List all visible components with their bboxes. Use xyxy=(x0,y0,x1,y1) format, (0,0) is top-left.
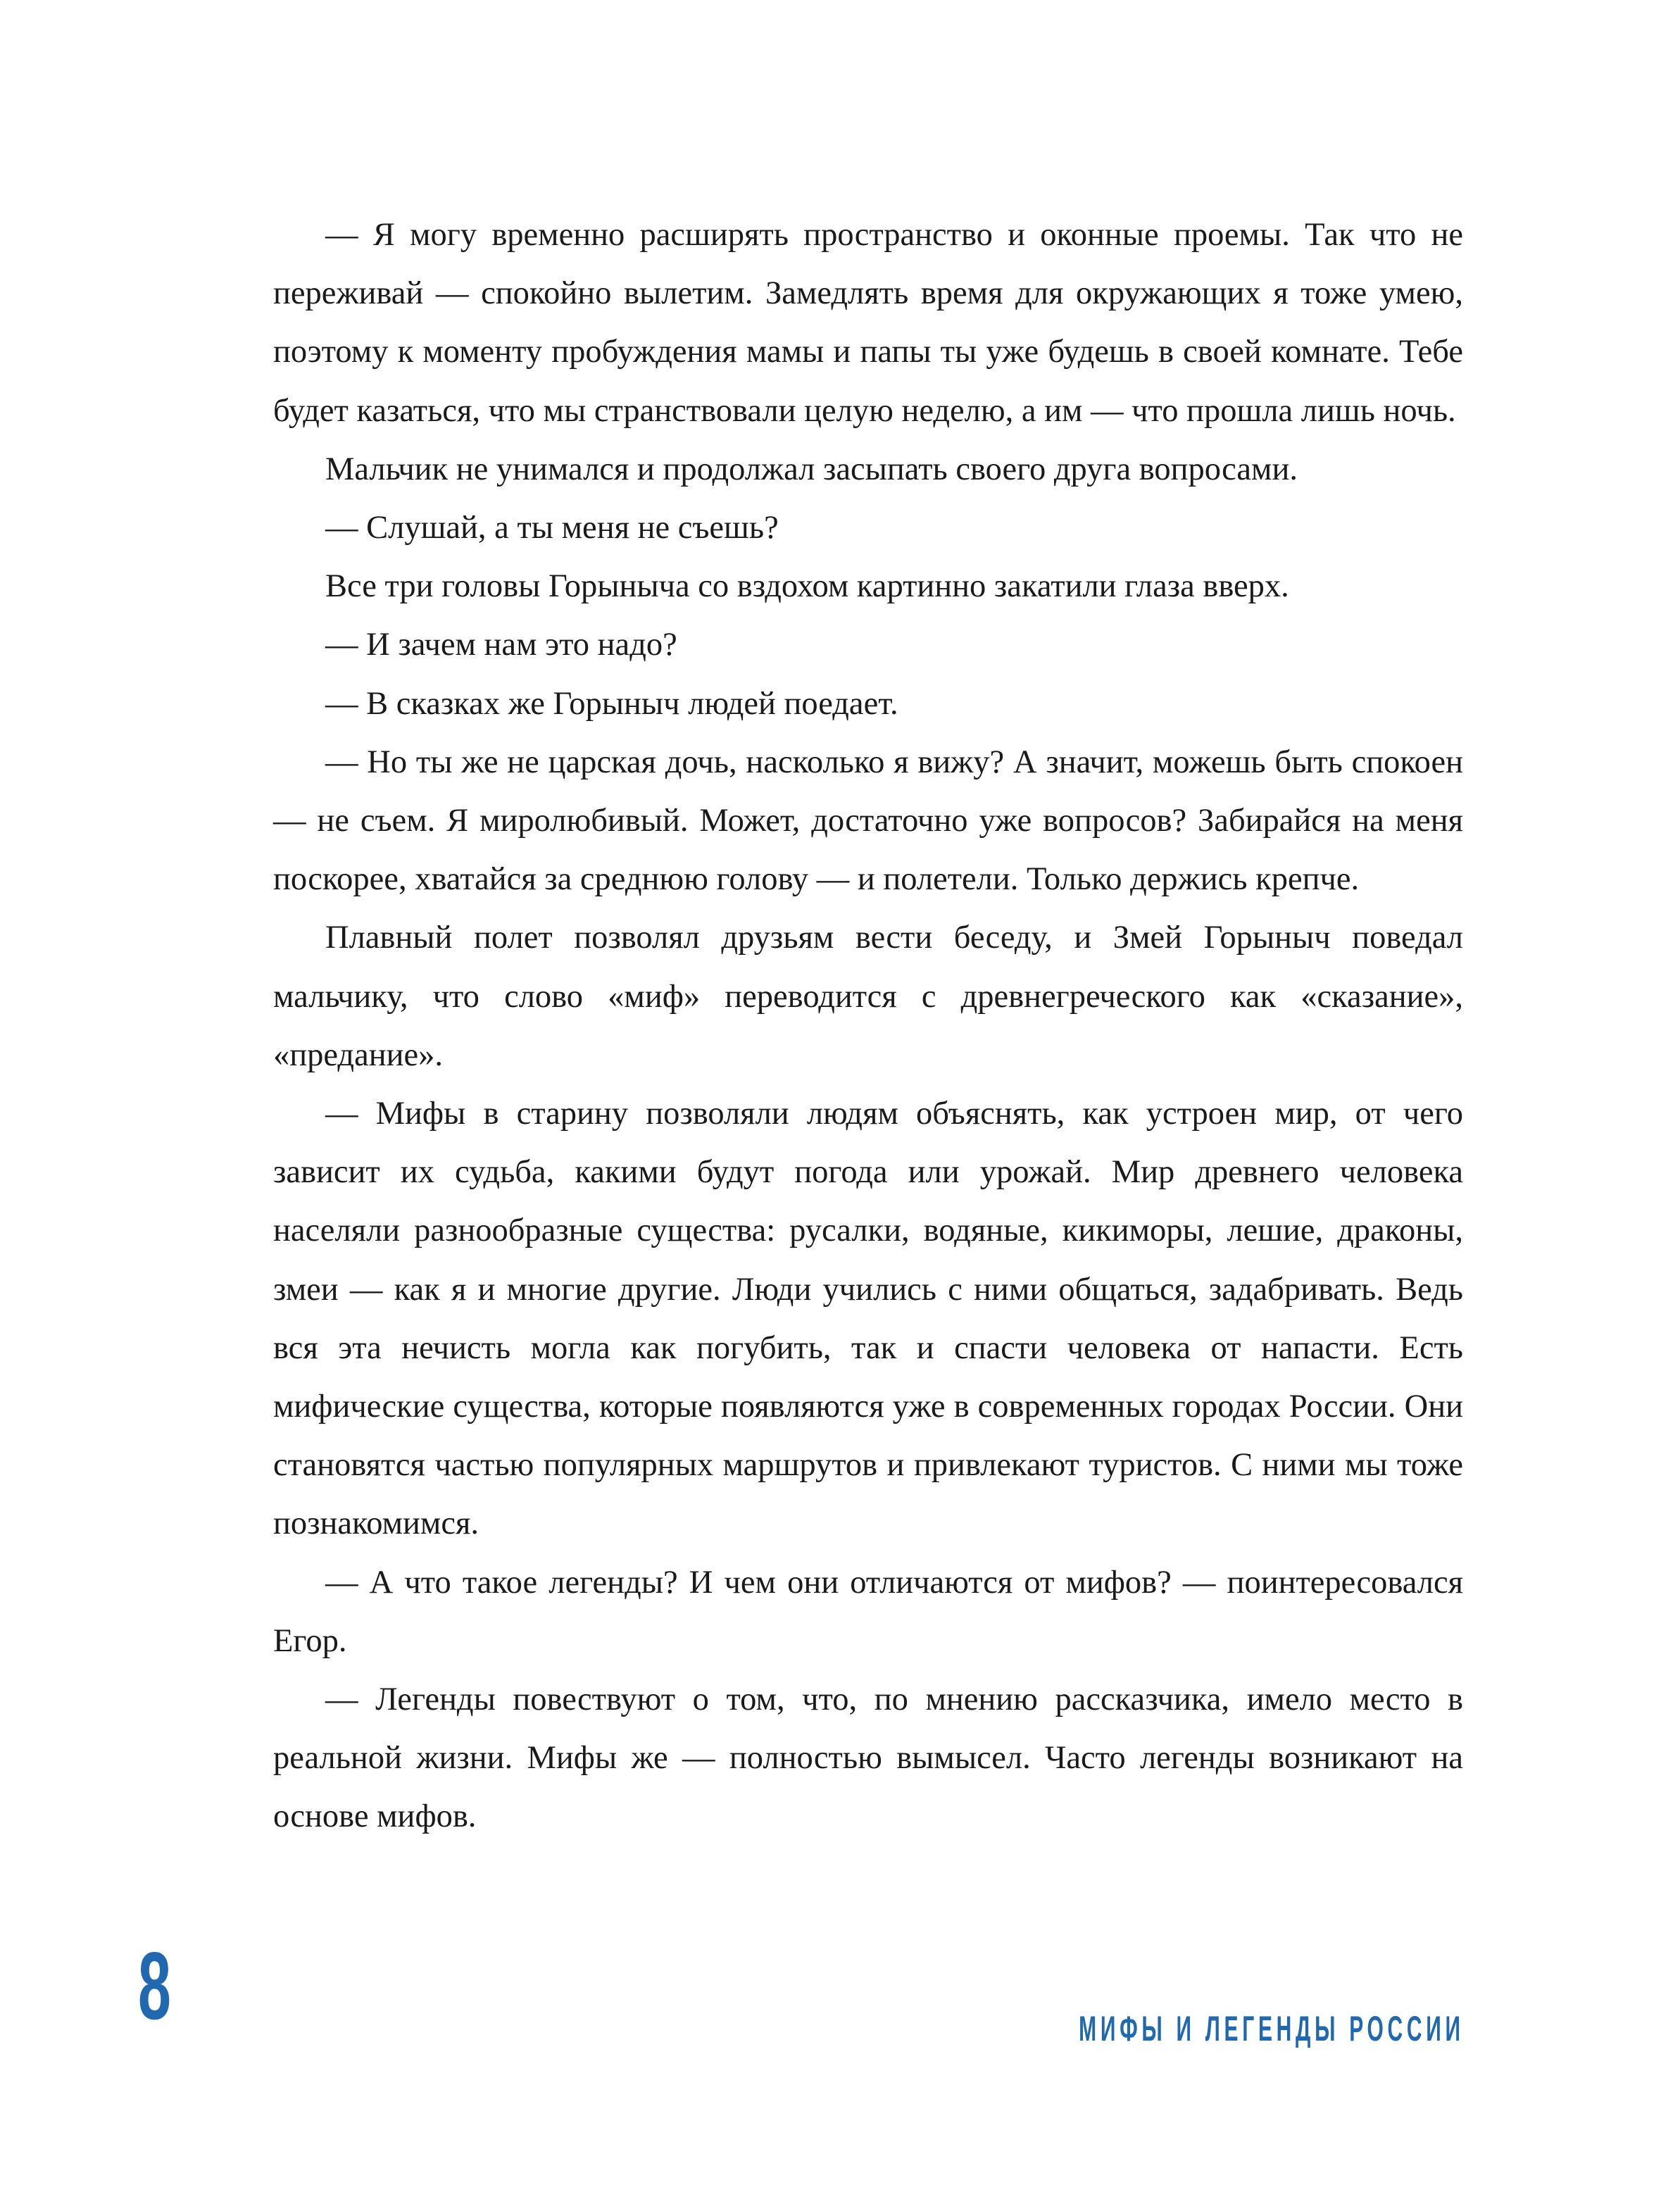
paragraph: — В сказках же Горыныч людей поедает. xyxy=(325,685,898,722)
paragraph: — Но ты же не царская дочь, насколько я вижу? А значит, можешь быть спокоен — не съем. Я миролюбивый. Может, достаточно уже вопросов? Забирайся на меня поскорее, хватайся за среднюю голову — и полетели. Только держись крепче. xyxy=(273,744,1463,898)
paragraph: — Легенды повествуют о том, что, по мнению рассказчика, имело место в реальной жизни. Мифы же — полностью вымысел. Часто легенды возникают на основе мифов. xyxy=(273,1682,1463,1835)
body-text-column xyxy=(273,206,1463,1846)
paragraph: Плавный полет позволял друзьям вести беседу, и Змей Горыныч поведал мальчику, что слово «миф» переводится с древнегреческого как «сказание», «предание». xyxy=(273,920,1463,1073)
running-head: МИФЫ И ЛЕГЕНДЫ РОССИИ xyxy=(1079,2009,1465,2048)
paragraph: — Мифы в старину позволяли людям объяснять, как устроен мир, от чего зависит их судьба, какими будут погода или урожай. Мир древнего человека населяли разнообразные существа: русалки, водяные, кикиморы, лешие, драконы, змеи — как я и многие другие. Люди учились с ними общаться, задабривать. Ведь вся эта нечисть могла как погубить, так и спасти человека от напасти. Есть мифические существа, которые появляются уже в современных городах России. Они становятся частью популярных маршрутов и привлекают туристов. С ними мы тоже познакомимся. xyxy=(273,1096,1463,1542)
paragraph: Мальчик не унимался и продолжал засыпать своего друга вопросами. xyxy=(325,451,1298,487)
paragraph: — И зачем нам это надо? xyxy=(325,627,677,663)
page-number: 8 xyxy=(138,1932,170,2039)
paragraph: — Слушай, а ты меня не съешь? xyxy=(325,510,779,546)
paragraph: — А что такое легенды? И чем они отличаются от мифов? — поинтересовался Егор. xyxy=(273,1564,1463,1659)
paragraph: Все три головы Горыныча со вздохом картинно закатили глаза вверх. xyxy=(325,568,1289,605)
paragraph: — Я могу временно расширять пространство и оконные проемы. Так что не переживай — спокойно вылетим. Замедлять время для окружающих я тоже умею, поэтому к моменту пробуждения мамы и папы ты уже будешь в своей комнате. Тебе будет казаться, что мы странствовали целую неделю, а им — что прошла лишь ночь. xyxy=(273,217,1463,429)
